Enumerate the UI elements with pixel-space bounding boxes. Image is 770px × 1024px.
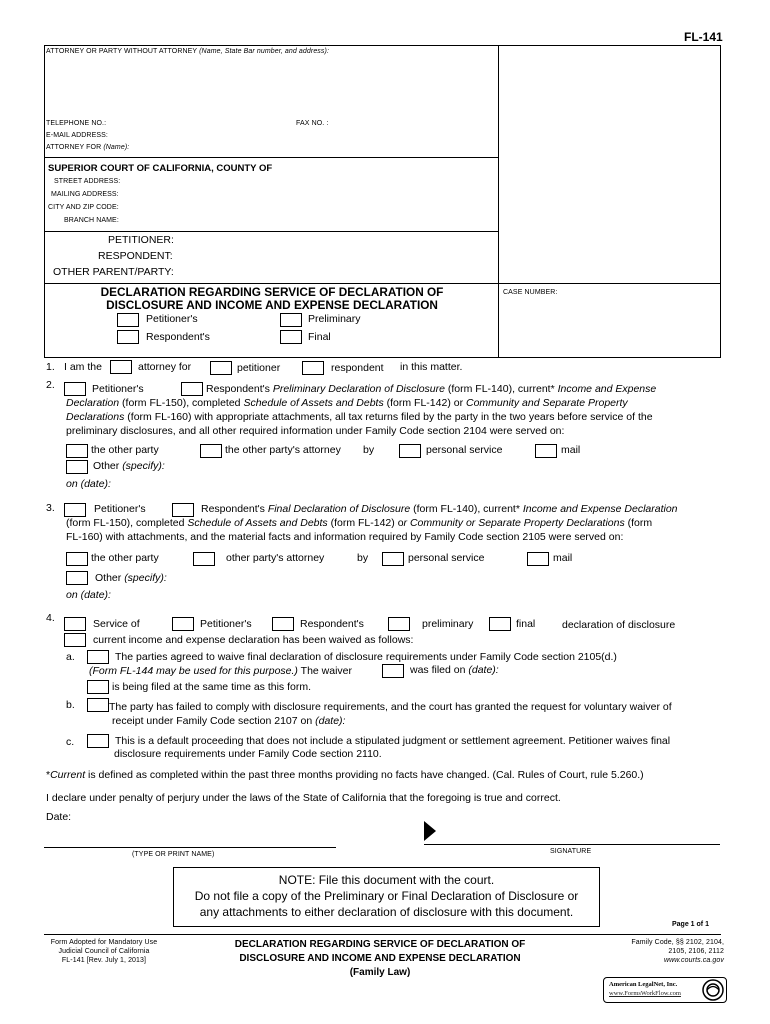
item3-l2-it1: Schedule of Assets and Debts	[187, 517, 328, 529]
item4-service-label: Service of	[93, 618, 140, 630]
item4-waived-label: current income and expense declaration has been waived as follows:	[93, 634, 414, 646]
item4-number: 4.	[46, 612, 55, 624]
note-line1: NOTE: File this document with the court.	[278, 873, 495, 887]
respondents-option-label: Respondent's	[146, 331, 210, 343]
item4a-filed-checkbox[interactable]	[382, 664, 404, 678]
item4a-label: a.	[66, 651, 75, 663]
item3-personal-label: personal service	[408, 552, 485, 564]
item4b-checkbox[interactable]	[87, 698, 109, 712]
item4-service-checkbox[interactable]	[64, 617, 86, 631]
item2-l2-a: (form FL-150), completed	[122, 397, 241, 409]
item3-l2-b: (form FL-142) o	[330, 517, 404, 529]
caption-border-bottom	[44, 357, 721, 358]
attorney-header-suffix: (Name, State Bar number, and address):	[199, 48, 329, 55]
email-label: E-MAIL ADDRESS:	[46, 132, 108, 139]
item2-l2-it2: Schedule of Assets and Debts	[243, 397, 384, 409]
item4c-line2: disclosure requirements under Family Code section 2110.	[114, 748, 382, 760]
item3-personal-checkbox[interactable]	[382, 552, 404, 566]
petitioners-checkbox[interactable]	[117, 313, 139, 327]
item3-other-checkbox[interactable]	[66, 571, 88, 585]
item1-petitioner-checkbox[interactable]	[210, 361, 232, 375]
item3-petitioners-label: Petitioner's	[94, 503, 146, 515]
item4-respondents-label: Respondent's	[300, 618, 364, 630]
attorney-for-suffix: (Name):	[103, 144, 130, 151]
caption-border-right	[720, 45, 721, 358]
footer-left-line2: Judicial Council of California	[58, 948, 150, 955]
item3-final-title: Final Declaration of Disclosure	[267, 503, 411, 515]
item2-other-party-label: the other party	[91, 444, 159, 456]
item3-other-specify	[95, 571, 167, 585]
item3-l2-d: (form	[627, 517, 653, 529]
item4b-date: (date):	[315, 715, 346, 727]
item2-line2	[66, 396, 628, 410]
item2-other-specify	[93, 459, 165, 473]
brand-logo-icon	[702, 979, 724, 1001]
signature-arrow-icon	[424, 821, 436, 841]
item3-attorney-label: other party's attorney	[226, 552, 325, 564]
item2-personal-checkbox[interactable]	[399, 444, 421, 458]
item4c-label: c.	[66, 736, 75, 748]
item4-preliminary-label: preliminary	[422, 618, 474, 630]
item4a-line2	[89, 664, 352, 678]
item3-specify-label: (specify):	[124, 572, 167, 584]
attorney-header-label: ATTORNEY OR PARTY WITHOUT ATTORNEY	[46, 48, 198, 55]
item3-mail-label: mail	[553, 552, 573, 564]
respondents-checkbox[interactable]	[117, 330, 139, 344]
item2-mail-label: mail	[561, 444, 581, 456]
fax-label: FAX NO. :	[296, 120, 329, 127]
final-checkbox[interactable]	[280, 330, 302, 344]
current-footnote	[46, 768, 644, 782]
form-number: FL-141	[684, 30, 723, 44]
final-option-label: Final	[308, 331, 331, 343]
item3-l2-a: (form FL-150), completed	[66, 517, 185, 529]
footer-left	[40, 938, 168, 965]
footer-title-line2: DISCLOSURE AND INCOME AND EXPENSE DECLARATION	[239, 953, 521, 964]
item1-text-e: in this matter.	[400, 361, 463, 373]
caption-divider-vertical	[498, 45, 499, 358]
item2-petitioners-label: Petitioner's	[92, 383, 144, 395]
item2-l2-it1: Declaration	[66, 397, 120, 409]
item3-petitioners-checkbox[interactable]	[64, 503, 86, 517]
note-text	[174, 868, 599, 920]
footer-right-line1: Family Code, §§ 2102, 2104,	[631, 939, 724, 946]
item4a-filed-label: was filed on	[410, 664, 466, 676]
item3-by-label: by	[357, 552, 369, 564]
item2-respondents-label: Respondent's	[206, 383, 270, 395]
item2-attorney-label: the other party's attorney	[225, 444, 341, 456]
item3-line2	[66, 516, 652, 530]
item2-l2-it3: Community and Separate Property	[466, 397, 628, 409]
item4b-text: The party has failed to comply with disclosure requirements, and the court has granted the request for voluntary waiver of	[109, 701, 672, 713]
item4-preliminary-checkbox[interactable]	[388, 617, 410, 631]
item2-number: 2.	[46, 379, 55, 391]
item2-line3	[66, 410, 653, 424]
item4b-label: b.	[66, 699, 75, 711]
declaration-statement: I declare under penalty of perjury under the laws of the State of California that the foregoing is true and correct.	[46, 792, 561, 804]
attorney-header	[46, 48, 329, 55]
note-line2: Do not file a copy of the Preliminary or Final Declaration of Disclosure or	[194, 889, 579, 903]
brand-name: American LegalNet, Inc.	[609, 981, 678, 988]
item1-text-a: I am the	[64, 361, 102, 373]
item1-respondent-checkbox[interactable]	[302, 361, 324, 375]
item1-text-d: respondent	[331, 362, 384, 374]
footer-left-line3: FL-141 [Rev. July 1, 2013]	[61, 957, 147, 964]
item2-mail-checkbox[interactable]	[535, 444, 557, 458]
caption-border-left	[44, 45, 45, 358]
item2-by-label: by	[363, 444, 375, 456]
footer-title	[200, 938, 560, 980]
item4a-text: The parties agreed to waive final declaration of disclosure requirements under Family Code section 2105(d.)	[115, 651, 617, 663]
item3-l2-it2: Community or Separate Property Declarations	[409, 517, 625, 529]
footnote-star: *	[46, 769, 51, 781]
footer-right	[600, 938, 724, 965]
item3-mail-checkbox[interactable]	[527, 552, 549, 566]
item2-line1-rest: (form FL-140), current*	[447, 383, 555, 395]
signature-line	[424, 844, 720, 845]
item4a-being-filed-label: is being filed at the same time as this form.	[112, 681, 312, 693]
note-box	[173, 867, 600, 927]
footer-left-line1: Form Adopted for Mandatory Use	[50, 939, 158, 946]
item2-l2-b: (form FL-142) or	[386, 397, 464, 409]
date-label: Date:	[46, 811, 72, 823]
item3-line3: FL-160) with attachments, and the material facts and information required by Family Code section 2105 were served on:	[66, 531, 624, 543]
other-parent-label: OTHER PARENT/PARTY:	[53, 266, 174, 278]
telephone-label: TELEPHONE NO.:	[46, 120, 107, 127]
item2-line4: preliminary disclosures, and all other required information under Family Code section 2104 were served on:	[66, 425, 565, 437]
caption-divider-3	[44, 283, 721, 284]
footer-right-line3: www.courts.ca.gov	[663, 957, 724, 964]
item3-attorney-checkbox[interactable]	[193, 552, 215, 566]
item2-preliminary-title: Preliminary Declaration of Disclosure	[272, 383, 445, 395]
item2-line1	[206, 382, 656, 396]
item4-petitioners-label: Petitioner's	[200, 618, 252, 630]
footnote-rest: is defined as completed within the past three months providing no facts have changed. (Cal. Rules of Court, rule 5.260.)	[88, 769, 644, 781]
item4-waived-checkbox[interactable]	[64, 633, 86, 647]
item2-other-party-checkbox[interactable]	[66, 444, 88, 458]
item1-text-c: petitioner	[237, 362, 281, 374]
item2-specify-label: (specify):	[122, 460, 165, 472]
item1-number: 1.	[46, 361, 55, 373]
footer-right-line2: 2105, 2106, 2112	[668, 948, 724, 955]
item4a-waiver: The waiver	[300, 665, 353, 677]
caption-border-top	[44, 45, 721, 46]
attorney-for-text: ATTORNEY FOR	[46, 144, 102, 151]
item4a-date-label: (date):	[468, 664, 499, 676]
court-title: SUPERIOR COURT OF CALIFORNIA, COUNTY OF	[48, 163, 273, 174]
footer-title-line1: DECLARATION REGARDING SERVICE OF DECLARATION OF	[234, 939, 526, 950]
footer-rule	[44, 934, 721, 935]
item2-respondents-checkbox[interactable]	[181, 382, 203, 396]
item4c-checkbox[interactable]	[87, 734, 109, 748]
respondent-label: RESPONDENT:	[98, 250, 173, 262]
item4-declaration-label: declaration of disclosure	[562, 619, 676, 631]
item2-attorney-checkbox[interactable]	[200, 444, 222, 458]
item3-line1-italic: Income and Expense Declaration	[522, 503, 678, 515]
item4a-filed-on	[410, 663, 499, 677]
caption-title-line1: DECLARATION REGARDING SERVICE OF DECLARATION OF	[100, 285, 444, 299]
item3-other-label: Other	[95, 572, 122, 584]
item4-final-label: final	[516, 618, 536, 630]
item2-line1-italic: Income and Expense	[557, 383, 657, 395]
item4b-line2	[112, 714, 345, 728]
item3-on-date: on (date):	[66, 589, 111, 601]
branch-name-label: BRANCH NAME:	[64, 217, 119, 224]
item1-attorney-checkbox[interactable]	[110, 360, 132, 374]
item4a-form144: (Form FL-144 may be used for this purpose.)	[89, 665, 298, 677]
attorney-for-label	[46, 144, 129, 151]
item3-line1-rest: (form FL-140), current*	[413, 503, 520, 515]
mailing-address-label: MAILING ADDRESS:	[51, 191, 119, 198]
signature-label: SIGNATURE	[550, 848, 592, 855]
item4c-text: This is a default proceeding that does not include a stipulated judgment or settlement agreement. Petitioner waives final	[115, 735, 671, 747]
item2-on-date: on (date):	[66, 478, 111, 490]
item3-other-party-checkbox[interactable]	[66, 552, 88, 566]
item1-text-b: attorney for	[138, 361, 192, 373]
item3-respondents-checkbox[interactable]	[172, 503, 194, 517]
item4a-being-filed-checkbox[interactable]	[87, 680, 109, 694]
case-number-label: CASE NUMBER:	[503, 289, 558, 296]
item4b-text2: receipt under Family Code section 2107 on	[112, 715, 313, 727]
preliminary-option-label: Preliminary	[308, 313, 361, 325]
caption-title-line2: DISCLOSURE AND INCOME AND EXPENSE DECLARATION	[106, 298, 438, 312]
item3-line1	[201, 502, 678, 516]
footnote-italic: Current	[50, 769, 86, 781]
petitioners-option-label: Petitioner's	[146, 313, 198, 325]
item4-final-checkbox[interactable]	[489, 617, 511, 631]
preliminary-checkbox[interactable]	[280, 313, 302, 327]
type-print-name-label: (TYPE OR PRINT NAME)	[132, 851, 215, 858]
caption-divider-2	[44, 231, 499, 232]
item4-petitioners-checkbox[interactable]	[172, 617, 194, 631]
item2-other-checkbox[interactable]	[66, 460, 88, 474]
note-line3: any attachments to either declaration of disclosure with this document.	[199, 905, 574, 919]
item2-l3-rest: (form FL-160) with appropriate attachments, all tax returns filed by the party in the two years before service of the	[127, 411, 653, 423]
city-zip-label: CITY AND ZIP CODE:	[48, 204, 119, 211]
item3-number: 3.	[46, 502, 55, 514]
item2-other-label: Other	[93, 460, 120, 472]
item2-personal-label: personal service	[426, 444, 503, 456]
item2-l3-it: Declarations	[66, 411, 125, 423]
item2-petitioners-checkbox[interactable]	[64, 382, 86, 396]
street-address-label: STREET ADDRESS:	[54, 178, 121, 185]
page-number: Page 1 of 1	[672, 921, 709, 928]
footer-title-line3: (Family Law)	[349, 967, 411, 978]
name-line	[44, 847, 336, 848]
item3-other-party-label: the other party	[91, 552, 159, 564]
brand-url[interactable]: www.FormsWorkFlow.com	[609, 990, 681, 997]
petitioner-label: PETITIONER:	[108, 234, 174, 246]
caption-title	[46, 286, 498, 312]
item4-respondents-checkbox[interactable]	[272, 617, 294, 631]
item4a-checkbox[interactable]	[87, 650, 109, 664]
brand-box	[603, 977, 727, 1003]
item3-l2-c: r	[403, 517, 408, 529]
item3-respondents-label: Respondent's	[201, 503, 265, 515]
caption-divider-1	[44, 157, 499, 158]
